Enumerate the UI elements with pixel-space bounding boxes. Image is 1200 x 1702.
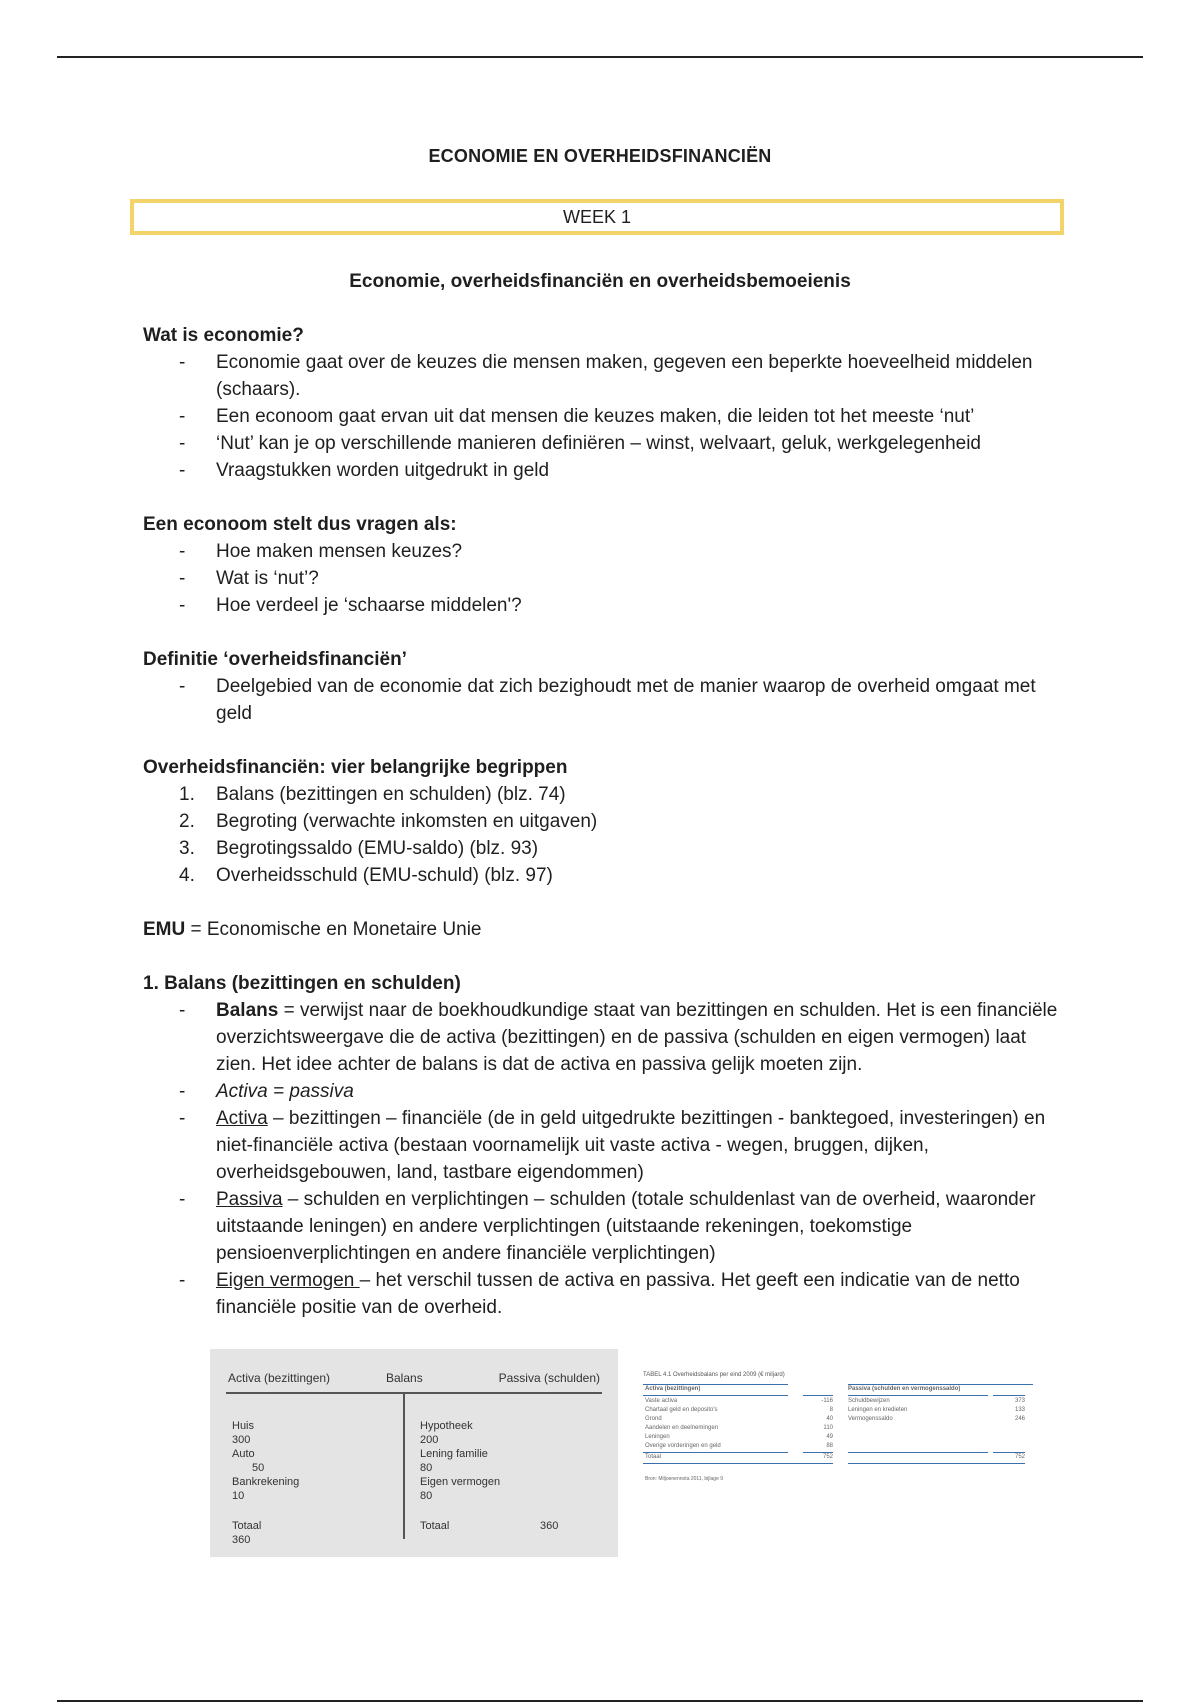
figure-header-balans: Balans [386,1371,423,1385]
table-rule [643,1395,788,1396]
table-cell: Vermogenssaldo [848,1416,893,1422]
table-cell: Overige vorderingen en geld [645,1443,721,1449]
figure-line: 10 [232,1490,245,1502]
figure-line: 50 [252,1462,265,1474]
government-balance-table [643,1372,1039,1507]
table-cell: Aandelen en deelnemingen [645,1425,719,1431]
list-item: - Deelgebied van de economie dat zich bezighoudt met de manier waarop de overheid omgaat met geld [143,673,1063,727]
list-item-balans [143,997,1063,1078]
table-cell: -116 [821,1398,833,1404]
text-activa: – bezittingen – financiële (de in geld uitgedrukte bezittingen - banktegoed, investeringen) en niet-financiële activa (bestaan voornamelijk uit vaste activa - wegen, bruggen, dijken, overheidsgebouwen, land, tastbare eigendommen) [216,1108,1046,1183]
figure-header-activa: Activa (bezittingen) [228,1371,331,1385]
table-source: Bron: Miljoenennota 2011, bijlage 9 [645,1476,724,1482]
list-item: - Vraagstukken worden uitgedrukt in geld [143,457,1063,484]
emu-text: = Economische en Monetaire Unie [185,919,482,940]
heading-balans: 1. Balans (bezittingen en schulden) [143,973,461,994]
list-item-eigen-vermogen [143,1267,1063,1321]
list-item: - Economie gaat over de keuzes die mensen maken, gegeven een beperkte hoeveelheid middelen (schaars). [143,349,1063,403]
figure-line: Auto [232,1448,255,1460]
list-item-activa [143,1105,1063,1186]
table-rule [643,1463,833,1464]
text-balans: = verwijst naar de boekhoudkundige staat van bezittingen en schulden. Het is een financiële overzichtsweergave die de activa (bezittingen) en de passiva (schulden en eigen vermogen) laat zien. Het idee achter de balans is dat de activa en passiva gelijk moeten zijn. [216,1000,1058,1075]
emu-term: EMU [143,919,186,940]
list-item: - ‘Nut’ kan je op verschillende manieren definiëren – winst, welvaart, geluk, werkgelegenheid [143,430,1063,457]
numbered-item [143,781,1063,808]
table-cell: 40 [826,1416,833,1422]
figure-line: Huis [232,1420,255,1432]
figure-line: Hypotheek [420,1420,473,1432]
table-rule [848,1463,1025,1464]
item-number: 3. [179,838,195,859]
figure-horizontal-rule [226,1392,602,1394]
figure-total-value: 360 [232,1534,251,1546]
list-item: - Hoe verdeel je ‘schaarse middelen'? [143,592,1063,619]
week-label: WEEK 1 [562,207,632,227]
list-definitie [143,673,1063,727]
figure-total-left [232,1519,261,1547]
table-cell: Leningen en kredieten [848,1407,908,1413]
figure-total-right [420,1519,559,1533]
heading-definitie: Definitie ‘overheidsfinanciën’ [143,649,407,670]
figure-line: 80 [420,1462,433,1474]
figure-right-column [420,1419,500,1503]
list-item: - Hoe maken mensen keuzes? [143,538,1063,565]
table-rule [993,1395,1025,1396]
table-cell: Totaal [645,1454,662,1460]
numbered-item [143,808,1063,835]
emu-definition [143,916,1063,943]
document-title: ECONOMIE EN OVERHEIDSFINANCIËN [428,146,772,166]
table-cell: 752 [1014,1454,1025,1460]
table-cell: 246 [1014,1416,1025,1422]
table-cell: 133 [1014,1407,1025,1413]
formula-activa-passiva: Activa = passiva [216,1081,354,1102]
table-cell: Grond [645,1416,662,1422]
figure-line: Bankrekening [232,1476,300,1488]
item-text: Begrotingssaldo (EMU-saldo) (blz. 93) [216,838,539,859]
numbered-item [143,862,1063,889]
table-cell: 49 [826,1434,833,1440]
list-wat-is-economie [143,349,1063,484]
table-right-header: Passiva (schulden en vermogenssaldo) [848,1386,961,1392]
table-cell: 88 [826,1443,833,1449]
table-cell: 373 [1014,1398,1025,1404]
term-activa: Activa [216,1108,268,1129]
figure-total-label: Totaal [232,1520,262,1532]
figure-line: 80 [420,1490,433,1502]
item-text: Begroting (verwachte inkomsten en uitgaven) [216,811,598,832]
heading-vier-begrippen: Overheidsfinanciën: vier belangrijke begrippen [143,757,568,778]
figure-total-value: 360 [540,1520,559,1532]
list-econoom-vragen [143,538,1063,619]
table-left-header: Activa (bezittingen) [645,1386,701,1392]
list-balans [143,997,1063,1321]
term-eigen-vermogen: Eigen vermogen [216,1270,360,1291]
heading-econoom-vragen: Een econoom stelt dus vragen als: [143,514,457,535]
table-rule [848,1395,988,1396]
table-caption: TABEL 4.1 Overheidsbalans per eind 2009 (€ miljard) [643,1372,785,1378]
table-cell: Schuldbewijzen [848,1398,890,1404]
table-rule [848,1452,988,1453]
table-cell: 752 [822,1454,833,1460]
header-rule [57,56,1143,58]
numbered-item [143,835,1063,862]
table-cell: Leningen [645,1434,670,1440]
term-passiva: Passiva [216,1189,283,1210]
figure-left-column [232,1419,299,1503]
figure-header-passiva: Passiva (schulden) [498,1371,600,1385]
balance-sheet-figure [210,1349,618,1557]
list-item-passiva [143,1186,1063,1267]
text-passiva: – schulden en verplichtingen – schulden (totale schuldenlast van de overheid, waaronder uitstaande leningen) en andere verplichtingen (uitstaande rekeningen, toekomstige pensioenverplichtingen en andere financiële verplichtingen) [216,1189,1036,1264]
item-number: 2. [179,811,195,832]
figure-line: 300 [232,1434,251,1446]
week-banner [130,199,1064,235]
item-number: 1. [179,784,195,805]
item-text: Overheidsschuld (EMU-schuld) (blz. 97) [216,865,553,886]
table-cell: 8 [829,1407,833,1413]
table-rule [803,1395,833,1396]
table-cell: Vaste activa [645,1398,678,1404]
list-item: - Wat is ‘nut’? [143,565,1063,592]
list-item: - Een econoom gaat ervan uit dat mensen die keuzes maken, die leiden tot het meeste ‘nut’ [143,403,1063,430]
term-balans: Balans [216,1000,279,1021]
figure-line: Eigen vermogen [420,1476,501,1488]
heading-wat-is-economie: Wat is economie? [143,325,304,346]
item-text: Balans (bezittingen en schulden) (blz. 74) [216,784,566,805]
section-subtitle: Economie, overheidsfinanciën en overheidsbemoeienis [349,271,851,292]
figure-line: Lening familie [420,1448,488,1460]
figure-vertical-rule [403,1394,405,1539]
list-vier-begrippen [143,781,1063,889]
document-body [143,322,1063,1321]
list-item-formula [143,1078,1063,1105]
figure-line: 200 [420,1434,439,1446]
table-cell: Chartaal geld en deposito's [645,1407,718,1413]
text-eigen-vermogen: – het verschil tussen de activa en passiva. Het geeft een indicatie van de netto financiële positie van de overheid. [216,1270,1020,1318]
table-cell: 110 [823,1425,833,1431]
item-number: 4. [179,865,195,886]
figure-total-label: Totaal [420,1520,450,1532]
